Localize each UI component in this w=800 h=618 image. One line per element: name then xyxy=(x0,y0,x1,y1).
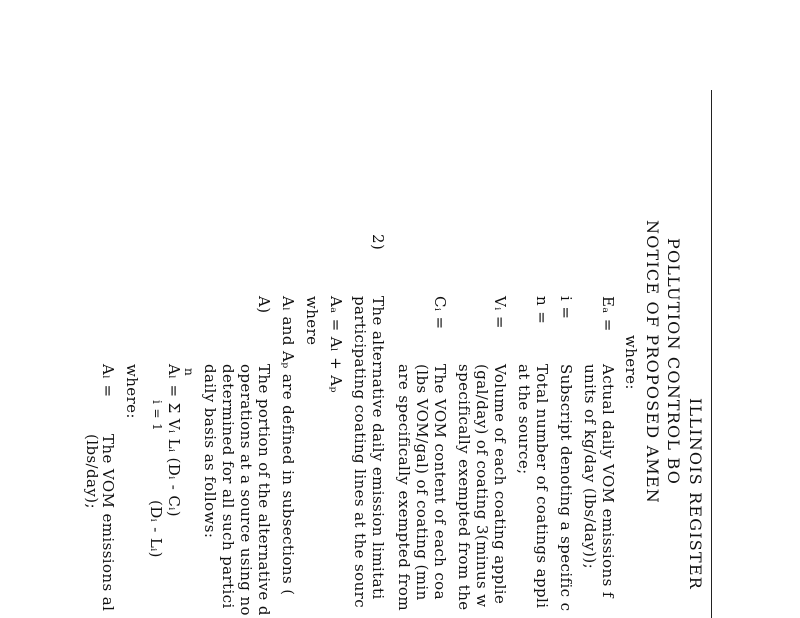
c-symbol: Cᵢ = xyxy=(431,296,449,330)
v-symbol: Vᵢ = xyxy=(491,296,509,329)
subsection-a-text-cont3: daily basis as follows: xyxy=(201,364,219,539)
i-symbol: i = xyxy=(557,296,575,320)
c-definition-cont: (lbs VOM/gal) of coating (min xyxy=(413,364,431,601)
v-definition: Volume of each coating applie xyxy=(491,364,509,605)
board-title: POLLUTION CONTROL BO xyxy=(664,238,683,486)
ed-definition-cont: units of kg/day (lbs/day)); xyxy=(581,364,599,570)
summation-lower-limit: i = 1 xyxy=(150,400,164,432)
register-title: ILLINOIS REGISTER xyxy=(686,398,705,590)
item-2-number: 2) xyxy=(369,234,387,251)
where-label-3: where: xyxy=(123,364,141,419)
n-definition: Total number of coatings appli xyxy=(533,364,551,609)
ed-symbol: Eₐ = xyxy=(599,296,617,332)
subsection-a-text: The portion of the alternative d xyxy=(255,364,273,616)
al-definition: The VOM emissions al xyxy=(99,434,117,612)
notice-title: NOTICE OF PROPOSED AMEN xyxy=(643,220,662,505)
al-definition-cont: (lbs/day); xyxy=(83,434,101,509)
subsection-reference: Aₗ and Aₚ are defined in subsections ( xyxy=(279,296,297,596)
formula-denominator: (Dᵢ - Lᵢ) xyxy=(147,500,165,558)
item-2-text: The alternative daily emission limitati xyxy=(369,296,387,600)
c-definition-cont2: are specifically exempted from xyxy=(395,364,413,611)
header-rule xyxy=(711,90,712,618)
summation-upper-limit: n xyxy=(182,368,196,377)
subsection-a-text-cont2: determined for all such partici xyxy=(219,364,237,609)
c-definition: The VOM content of each coa xyxy=(431,364,449,600)
where-label: where: xyxy=(622,335,640,390)
subsection-a-label: A) xyxy=(255,296,273,314)
summation-formula: Aₗ = Σ Vᵢ Lᵢ (Dᵢ - Cᵢ) xyxy=(165,364,183,517)
al-symbol: Aₗ = xyxy=(99,364,117,398)
n-definition-cont: at the source; xyxy=(515,364,533,475)
n-symbol: n = xyxy=(533,296,551,325)
i-definition: Subscript denoting a specific c xyxy=(557,364,575,612)
subsection-a-text-cont: operations at a source using no xyxy=(237,364,255,616)
item-2-text-cont: participating coating lines at the sourc xyxy=(351,296,369,609)
v-definition-cont2: specifically exempted from the xyxy=(455,364,473,611)
rotated-document xyxy=(72,110,712,618)
alt-limit-formula: Aₐ = Aₗ + Aₚ xyxy=(327,296,345,393)
v-definition-cont: (gal/day) of coating 3(minus w xyxy=(473,364,491,608)
where-label-2: where xyxy=(303,296,321,346)
ed-definition: Actual daily VOM emissions f xyxy=(599,364,617,598)
